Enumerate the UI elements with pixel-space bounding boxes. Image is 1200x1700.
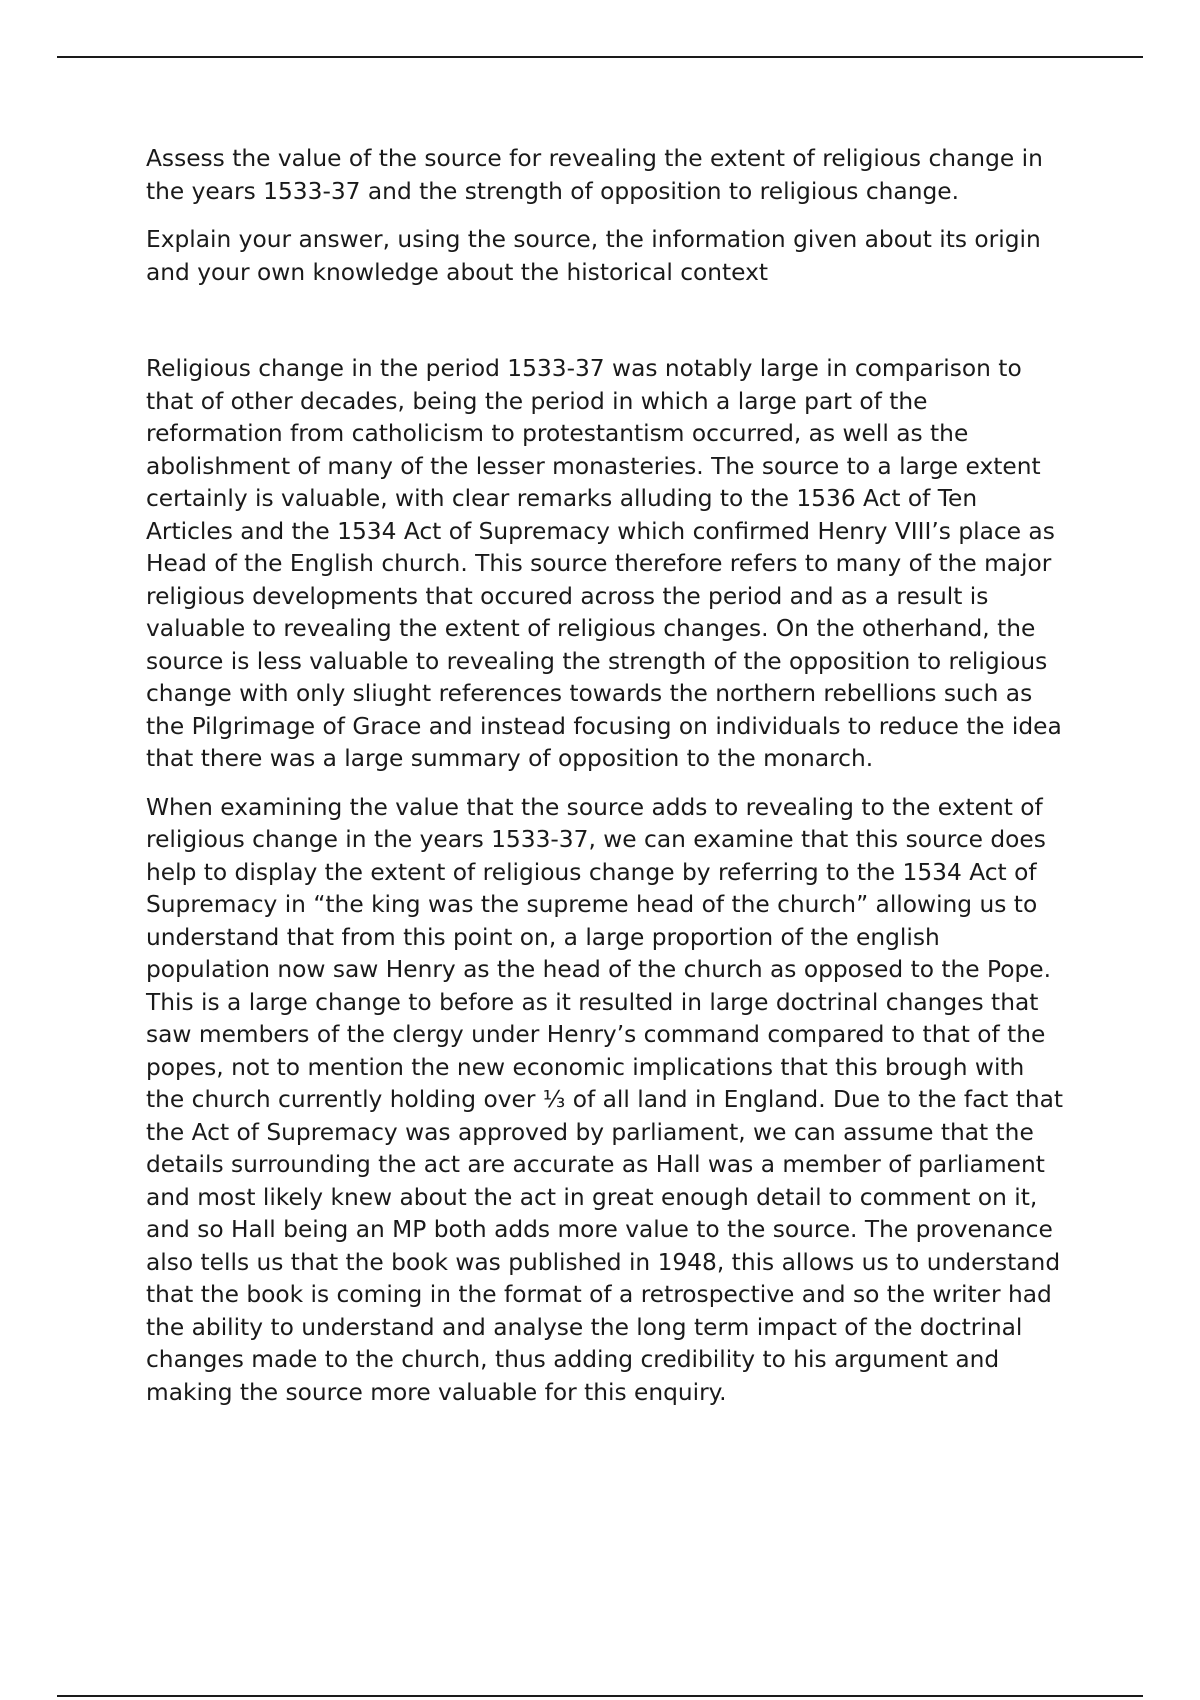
question-prompt: Assess the value of the source for revealing the extent of religious change in the years 1533-37 and the strength of opposition to religious change. [146, 145, 1043, 205]
bottom-rule [57, 1695, 1143, 1697]
document-body [146, 143, 1066, 1409]
answer-paragraph-2: When examining the value that the source adds to revealing to the extent of religious change in the years 1533-37, we can examine that this source does help to display the extent of religious change by referring to the 1534 Act of Supremacy in “the king was the supreme head of the church” allowing us to understand that from this point on, a large proportion of the english population now saw Henry as the head of the church as opposed to the Pope. This is a large change to before as it resulted in large doctrinal changes that saw members of the clergy under Henry’s command compared to that of the popes, not to mention the new economic implications that this brough with the church currently holding over ⅓ of all land in England. Due to the fact that the Act of Supremacy was approved by parliament, we can assume that the details surrounding the act are accurate as Hall was a member of parliament and most likely knew about the act in great enough detail to comment on it, and so Hall being an MP both adds more value to the source. The provenance also tells us that the book was published in 1948, this allows us to understand that the book is coming in the format of a retrospective and so the writer had the ability to understand and analyse the long term impact of the doctrinal changes made to the church, thus adding credibility to his argument and making the source more valuable for this enquiry. [146, 793, 1064, 1406]
question-instruction: Explain your answer, using the source, the information given about its origin and your own knowledge about the historical context [146, 226, 1041, 286]
top-rule [57, 56, 1143, 58]
answer-paragraph-1: Religious change in the period 1533-37 was notably large in comparison to that of other decades, being the period in which a large part of the reformation from catholicism to protestantism occurred, as well as the abolishment of many of the lesser monasteries. The source to a large extent certainly is valuable, with clear remarks alluding to the 1536 Act of Ten Articles and the 1534 Act of Supremacy which confirmed Henry VIII’s place as Head of the English church. This source therefore refers to many of the major religious developments that occured across the period and as a result is valuable to revealing the extent of religious changes. On the otherhand, the source is less valuable to revealing the strength of the opposition to religious change with only sliught references towards the northern rebellions such as the Pilgrimage of Grace and instead focusing on individuals to reduce the idea that there was a large summary of opposition to the monarch. [146, 355, 1062, 772]
